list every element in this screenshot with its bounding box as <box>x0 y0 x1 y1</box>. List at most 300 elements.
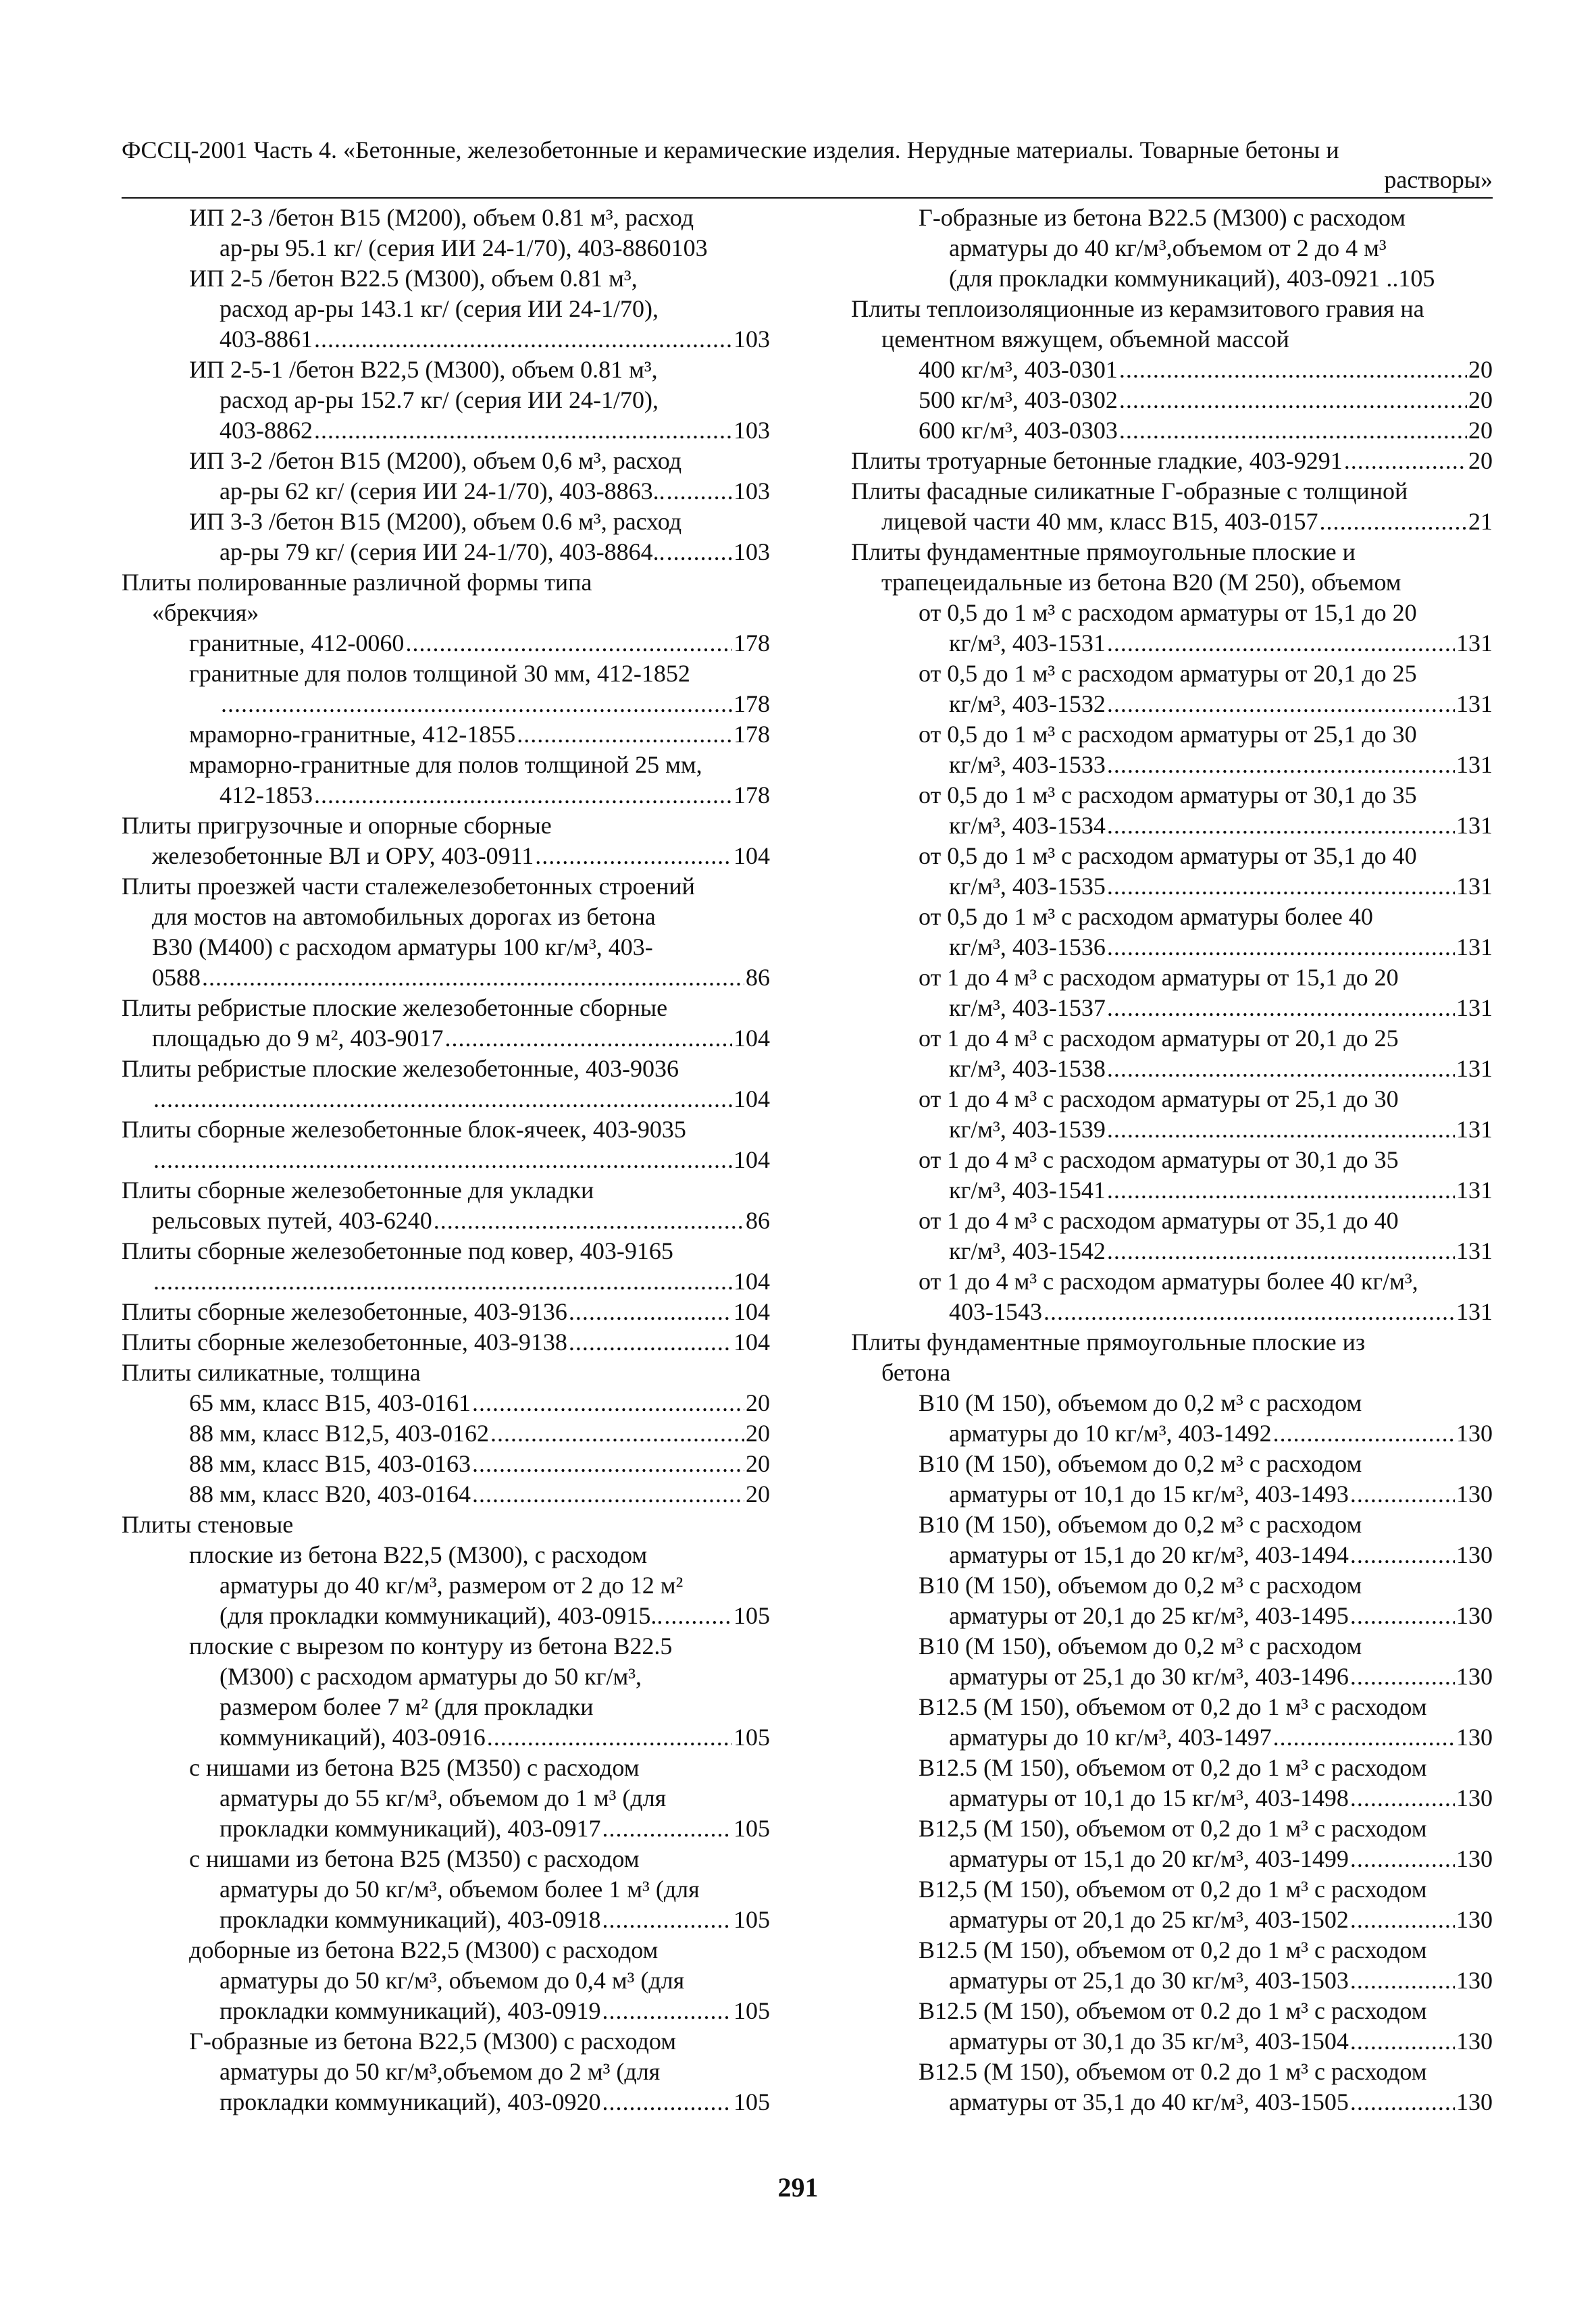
dot-leader <box>202 962 744 993</box>
index-entry-line <box>122 1570 770 1601</box>
index-entry <box>122 871 770 993</box>
dot-leader <box>1107 689 1455 719</box>
index-entry-text: Плиты сборные железобетонные, 403-9136 <box>122 1298 567 1325</box>
index-entry-line <box>851 1965 1493 1996</box>
index-entry-text: кг/м³, 403-1537 <box>949 994 1106 1021</box>
index-entry-line <box>851 507 1493 537</box>
dot-leader <box>1107 993 1455 1023</box>
index-entry-line <box>122 1023 770 1054</box>
index-entry-text: Плиты фундаментные прямоугольные плоские и <box>851 538 1356 565</box>
index-entry-text: 65 мм, класс В15, 403-0161 <box>189 1389 471 1416</box>
index-entry <box>851 1935 1493 1996</box>
index-entry-line <box>851 1783 1493 1814</box>
index-entry-text: ИП 3-2 /бетон В15 (М200), объем 0,6 м³, расход <box>189 447 682 474</box>
index-entry-text: арматуры до 50 кг/м³,объемом до 2 м³ (для <box>220 2058 661 2085</box>
index-entry-text: 88 мм, класс В20, 403-0164 <box>189 1481 471 1508</box>
index-entry <box>122 1327 770 1358</box>
index-entry <box>122 811 770 871</box>
index-entry <box>851 355 1493 385</box>
index-entry-line <box>851 1722 1493 1753</box>
index-entry-line <box>851 1905 1493 1935</box>
dot-leader <box>1107 1054 1455 1084</box>
index-entry-line <box>851 1327 1493 1358</box>
dot-leader <box>1273 1722 1455 1753</box>
index-entry <box>122 1449 770 1479</box>
index-entry <box>851 1996 1493 2057</box>
index-entry-line <box>122 355 770 385</box>
index-entry-line <box>851 2057 1493 2087</box>
dot-leader <box>1119 355 1467 385</box>
index-entry <box>851 780 1493 841</box>
dot-leader <box>1350 1662 1455 1692</box>
index-entry-text: прокладки коммуникаций), 403-0917 <box>220 1815 601 1842</box>
dot-leader <box>602 1814 732 1844</box>
index-entry <box>851 1692 1493 1753</box>
index-entry <box>122 1114 770 1175</box>
index-entry-text: В12.5 (М 150), объемом от 0.2 до 1 м³ с расходом <box>919 1997 1427 2024</box>
index-entry-line <box>122 750 770 780</box>
index-entry-text: В12.5 (М 150), объемом от 0.2 до 1 м³ с расходом <box>919 2058 1427 2085</box>
index-page-ref: 20 <box>746 1389 770 1416</box>
dot-leader <box>517 719 732 750</box>
dot-leader <box>1344 446 1467 476</box>
index-entry-text: Плиты сборные железобетонные, 403-9138 <box>122 1329 567 1356</box>
index-entry-text: 88 мм, класс В12,5, 403-0162 <box>189 1420 489 1447</box>
index-page-ref: 130 <box>1456 1845 1493 1872</box>
index-entry-text: кг/м³, 403-1534 <box>949 812 1106 839</box>
index-entry-text: с нишами из бетона В25 (М350) с расходом <box>189 1845 640 1872</box>
index-entry-text: арматуры до 10 кг/м³, 403-1492 <box>949 1420 1272 1447</box>
index-page-ref: 130 <box>1456 1541 1493 1568</box>
dot-leader <box>1320 507 1467 537</box>
index-entry-line <box>122 841 770 871</box>
index-entry-line <box>122 1844 770 1874</box>
index-entry-text: арматуры от 25,1 до 30 кг/м³, 403-1496 <box>949 1663 1349 1690</box>
index-entry <box>851 1874 1493 1935</box>
dot-leader <box>314 324 732 355</box>
index-entry <box>122 719 770 750</box>
index-entry <box>122 628 770 659</box>
index-entry-line <box>851 1479 1493 1510</box>
index-entry-line <box>851 1753 1493 1783</box>
index-entry <box>851 1327 1493 1388</box>
index-page-ref: 20 <box>746 1481 770 1508</box>
dot-leader <box>1350 1905 1455 1935</box>
index-entry-line <box>122 1358 770 1388</box>
index-entry-text: плоские с вырезом по контуру из бетона В22.5 <box>189 1632 673 1660</box>
index-entry-line <box>851 719 1493 750</box>
index-entry <box>851 415 1493 446</box>
dot-leader <box>602 1996 732 2026</box>
index-entry <box>851 1145 1493 1206</box>
dot-leader <box>1044 1297 1455 1327</box>
index-entry <box>851 962 1493 1023</box>
index-entry-text: кг/м³, 403-1535 <box>949 873 1106 900</box>
index-page-ref: 130 <box>1456 1663 1493 1690</box>
index-entry-text: кг/м³, 403-1532 <box>949 690 1106 717</box>
dot-leader <box>405 628 732 659</box>
index-entry-text: от 1 до 4 м³ с расходом арматуры от 15,1 до 20 <box>919 964 1399 991</box>
index-page-ref: 130 <box>1456 1784 1493 1811</box>
index-entry <box>851 719 1493 780</box>
index-entry <box>851 1206 1493 1266</box>
index-entry-line <box>851 1449 1493 1479</box>
index-column-right <box>851 203 1493 2117</box>
dot-leader <box>1107 1114 1455 1145</box>
index-entry-line <box>851 446 1493 476</box>
index-entry-text: 403-8862 <box>220 417 313 444</box>
dot-leader <box>569 1297 732 1327</box>
index-page-ref: 131 <box>1456 994 1493 1021</box>
index-entry-line <box>851 1662 1493 1692</box>
dot-leader <box>667 476 732 507</box>
dot-leader <box>1350 2087 1455 2117</box>
index-page-ref: 20 <box>1468 356 1493 383</box>
index-entry <box>122 355 770 446</box>
index-entry-text: от 0,5 до 1 м³ с расходом арматуры более 40 <box>919 903 1373 930</box>
index-entry <box>851 1510 1493 1570</box>
dot-leader <box>472 1479 744 1510</box>
index-page-ref: 131 <box>1456 1055 1493 1082</box>
index-entry-line <box>122 537 770 567</box>
index-entry-line <box>851 537 1493 567</box>
index-entry-text: ИП 2-5-1 /бетон В22,5 (М300), объем 0.81 м³, <box>189 356 658 383</box>
index-entry-text: арматуры до 50 кг/м³, объемом до 0,4 м³ (для <box>220 1967 685 1994</box>
index-entry-line <box>122 811 770 841</box>
index-entry <box>122 203 770 263</box>
index-entry-line <box>122 1905 770 1935</box>
index-entry-line <box>851 689 1493 719</box>
index-entry-line <box>122 780 770 811</box>
index-entry <box>122 446 770 507</box>
index-entry-line <box>122 1084 770 1114</box>
index-entry-text: В30 (М400) с расходом арматуры 100 кг/м³, 403- <box>152 933 653 960</box>
index-page-ref: 105 <box>733 1997 770 2024</box>
index-entry-line <box>851 1844 1493 1874</box>
index-entry-line <box>122 1145 770 1175</box>
index-entry-line <box>851 1297 1493 1327</box>
index-entry-line <box>122 689 770 719</box>
index-entry-line <box>122 1783 770 1814</box>
index-page-ref: 104 <box>733 1329 770 1356</box>
index-entry-line <box>122 1388 770 1418</box>
index-entry-text: от 0,5 до 1 м³ с расходом арматуры от 20,1 до 25 <box>919 660 1417 687</box>
index-entry-line <box>122 902 770 932</box>
index-entry-text: от 1 до 4 м³ с расходом арматуры от 20,1 до 25 <box>919 1025 1399 1052</box>
index-entry-line <box>851 1996 1493 2026</box>
index-entry <box>122 1388 770 1418</box>
index-entry-text: доборные из бетона В22,5 (М300) с расходом <box>189 1936 659 1963</box>
dot-leader <box>1107 811 1455 841</box>
index-entry-line <box>122 1601 770 1631</box>
index-entry-line <box>851 780 1493 811</box>
index-entry <box>122 1753 770 1844</box>
dot-leader <box>1107 932 1455 962</box>
index-page-ref: 105 <box>733 1906 770 1933</box>
index-entry-line <box>122 1935 770 1965</box>
index-entry-text: В10 (М 150), объемом до 0,2 м³ с расходом <box>919 1389 1362 1416</box>
index-entry-text: от 0,5 до 1 м³ с расходом арматуры от 35,1 до 40 <box>919 842 1417 869</box>
index-entry-text: кг/м³, 403-1536 <box>949 933 1106 960</box>
index-entry-line <box>851 1692 1493 1722</box>
index-entry-text: Г-образные из бетона В22,5 (М300) с расходом <box>189 2028 677 2055</box>
index-entry-text: Плиты сборные железобетонные блок-ячеек, 403-9035 <box>122 1116 686 1143</box>
index-page-ref: 178 <box>733 721 770 748</box>
index-entry <box>851 203 1493 294</box>
index-column-left <box>122 203 770 2117</box>
index-entry-text: 403-8861 <box>220 326 313 353</box>
dot-leader <box>1350 1601 1455 1631</box>
index-entry-text: лицевой части 40 мм, класс В15, 403-0157 <box>881 508 1318 535</box>
index-entry <box>851 1023 1493 1084</box>
index-entry-text: от 1 до 4 м³ с расходом арматуры более 40 кг/м³, <box>919 1268 1418 1295</box>
index-entry-text: В12,5 (М 150), объемом от 0,2 до 1 м³ с расходом <box>919 1815 1427 1842</box>
index-entry-text: кг/м³, 403-1538 <box>949 1055 1106 1082</box>
index-entry-line <box>851 1175 1493 1206</box>
index-entry-text: (М300) с расходом арматуры до 50 кг/м³, <box>220 1663 642 1690</box>
index-entry-text: ИП 2-3 /бетон В15 (М200), объем 0.81 м³, расход <box>189 204 694 231</box>
index-entry <box>851 841 1493 902</box>
dot-leader <box>602 2087 732 2117</box>
index-entry-line <box>851 811 1493 841</box>
index-entry <box>122 1418 770 1449</box>
index-entry-text: арматуры от 35,1 до 40 кг/м³, 403-1505 <box>949 2088 1349 2115</box>
index-entry <box>851 1388 1493 1449</box>
dot-leader <box>667 537 732 567</box>
index-entry-text: 400 кг/м³, 403-0301 <box>919 356 1118 383</box>
index-entry-text: арматуры до 50 кг/м³, объемом более 1 м³ (для <box>220 1876 700 1903</box>
index-entry-line <box>851 1874 1493 1905</box>
index-entry-line <box>851 993 1493 1023</box>
index-entry-line <box>122 1206 770 1236</box>
index-entry-text: 412-1853 <box>220 781 313 808</box>
dot-leader <box>1350 1479 1455 1510</box>
index-entry-line <box>851 1206 1493 1236</box>
index-entry-line <box>851 1114 1493 1145</box>
index-entry-text: ар-ры 95.1 кг/ (серия ИИ 24-1/70), 403-8860103 <box>220 234 708 261</box>
index-page-ref: 104 <box>733 1025 770 1052</box>
index-entry-line <box>851 1388 1493 1418</box>
index-entry-line <box>122 2057 770 2087</box>
index-entry <box>851 1084 1493 1145</box>
index-entry-text: от 1 до 4 м³ с расходом арматуры от 25,1 до 30 <box>919 1085 1399 1112</box>
dot-leader <box>1350 2026 1455 2057</box>
index-entry-text: арматуры до 55 кг/м³, объемом до 1 м³ (для <box>220 1784 667 1811</box>
index-entry-line <box>122 1996 770 2026</box>
index-entry <box>851 1266 1493 1327</box>
index-entry-text: гранитные, 412-0060 <box>189 629 405 657</box>
dot-leader <box>472 1388 744 1418</box>
index-entry <box>851 385 1493 415</box>
index-entry <box>122 1358 770 1388</box>
index-entry-text: Плиты ребристые плоские железобетонные, 403-9036 <box>122 1055 679 1082</box>
index-entry-line <box>851 1236 1493 1266</box>
index-page-ref: 20 <box>746 1420 770 1447</box>
index-entry-text: кг/м³, 403-1542 <box>949 1237 1106 1264</box>
index-page-ref: 130 <box>1456 2028 1493 2055</box>
index-entry-line <box>851 841 1493 871</box>
index-page-ref: 131 <box>1456 933 1493 960</box>
dot-leader <box>1273 1418 1455 1449</box>
index-entry-line <box>851 1540 1493 1570</box>
index-entry <box>122 1236 770 1297</box>
index-page-ref: 131 <box>1456 1298 1493 1325</box>
index-entry-text: гранитные для полов толщиной 30 мм, 412-1852 <box>189 660 690 687</box>
index-entry <box>122 1844 770 1935</box>
index-entry-text: ИП 3-3 /бетон В15 (М200), объем 0.6 м³, расход <box>189 508 682 535</box>
index-entry-text: плоские из бетона В22,5 (М300), с расходом <box>189 1541 648 1568</box>
index-entry-line <box>122 263 770 294</box>
index-entry-text: Плиты сборные железобетонные для укладки <box>122 1177 594 1204</box>
index-page-ref: 105 <box>733 1815 770 1842</box>
index-entry-text: арматуры от 20,1 до 25 кг/м³, 403-1502 <box>949 1906 1349 1933</box>
index-entry-line <box>122 1540 770 1570</box>
index-entry <box>122 263 770 355</box>
index-page-ref: 86 <box>746 1207 770 1234</box>
index-entry-line <box>851 1358 1493 1388</box>
index-entry-line <box>122 1175 770 1206</box>
index-entry-text: мраморно-гранитные для полов толщиной 25 мм, <box>189 751 702 778</box>
index-entry-line <box>122 446 770 476</box>
index-entry-text: В12,5 (М 150), объемом от 0,2 до 1 м³ с расходом <box>919 1876 1427 1903</box>
index-entry-text: арматуры от 20,1 до 25 кг/м³, 403-1495 <box>949 1602 1349 1629</box>
index-entry-line <box>851 1631 1493 1662</box>
dot-leader <box>314 415 732 446</box>
index-entry-text: железобетонные ВЛ и ОРУ, 403-0911 <box>152 842 534 869</box>
index-entry-text: В12.5 (М 150), объемом от 0,2 до 1 м³ с расходом <box>919 1693 1427 1720</box>
index-entry-line <box>122 1449 770 1479</box>
dot-leader <box>434 1206 744 1236</box>
index-page-ref: 131 <box>1456 873 1493 900</box>
index-page-ref: 86 <box>746 964 770 991</box>
header-title-continuation: растворы» <box>1384 166 1493 193</box>
index-entry-line <box>851 567 1493 598</box>
index-entry <box>851 1449 1493 1510</box>
dot-leader <box>1107 628 1455 659</box>
index-entry <box>122 1510 770 1540</box>
index-entry <box>851 476 1493 537</box>
index-entry-text: от 0,5 до 1 м³ с расходом арматуры от 15,1 до 20 <box>919 599 1417 626</box>
dot-leader <box>1350 1783 1455 1814</box>
index-entry <box>851 659 1493 719</box>
index-entry-text: Плиты тротуарные бетонные гладкие, 403-9291 <box>851 447 1343 474</box>
index-entry-text: Плиты полированные различной формы типа <box>122 569 592 596</box>
index-entry-text: Плиты теплоизоляционные из керамзитового гравия на <box>851 295 1424 322</box>
dot-leader <box>602 1905 732 1935</box>
index-page-ref: 20 <box>1468 447 1493 474</box>
index-entry-line <box>122 1054 770 1084</box>
index-entry-text: прокладки коммуникаций), 403-0920 <box>220 2088 601 2115</box>
dot-leader <box>1350 1844 1455 1874</box>
index-entry-text: Плиты фундаментные прямоугольные плоские из <box>851 1329 1366 1356</box>
index-entry-line <box>851 355 1493 385</box>
dot-leader <box>153 1266 732 1297</box>
index-entry-text: Плиты пригрузочные и опорные сборные <box>122 812 552 839</box>
index-page-ref: 130 <box>1456 1481 1493 1508</box>
index-entry-text: Плиты сборные железобетонные под ковер, 403-9165 <box>122 1237 673 1264</box>
index-entry <box>122 1935 770 2026</box>
index-entry <box>851 902 1493 962</box>
index-entry-line <box>122 2087 770 2117</box>
index-entry-line <box>122 567 770 598</box>
index-entry <box>122 1297 770 1327</box>
index-entry <box>122 567 770 628</box>
index-page-ref: 105 <box>733 2088 770 2115</box>
index-entry-text: В10 (М 150), объемом до 0,2 м³ с расходом <box>919 1572 1362 1599</box>
index-entry-text: ар-ры 79 кг/ (серия ИИ 24-1/70), 403-8864.. <box>220 538 665 565</box>
index-entry-line <box>122 324 770 355</box>
index-page-ref: 131 <box>1456 812 1493 839</box>
dot-leader <box>1107 750 1455 780</box>
index-entry-line <box>122 719 770 750</box>
index-page-ref: 103 <box>733 538 770 565</box>
index-entry-line <box>122 1114 770 1145</box>
index-entry-text: арматуры от 10,1 до 15 кг/м³, 403-1498 <box>949 1784 1349 1811</box>
index-page-ref: 178 <box>733 629 770 657</box>
index-page-ref: 20 <box>746 1450 770 1477</box>
index-entry-text: Плиты фасадные силикатные Г-образные с толщиной <box>851 478 1408 505</box>
index-entry-text: арматуры от 15,1 до 20 кг/м³, 403-1499 <box>949 1845 1349 1872</box>
index-page-ref: 103 <box>733 326 770 353</box>
index-page-ref: 130 <box>1456 1602 1493 1629</box>
index-entry <box>122 1175 770 1236</box>
index-entry-line <box>122 415 770 446</box>
header-rule <box>122 197 1493 199</box>
index-entry-text: площадью до 9 м², 403-9017 <box>152 1025 444 1052</box>
index-entry-line <box>851 1084 1493 1114</box>
index-entry-text: «брекчия» <box>152 599 259 626</box>
index-entry-line <box>851 628 1493 659</box>
index-page-ref: 130 <box>1456 1967 1493 1994</box>
index-entry-text: ар-ры 62 кг/ (серия ИИ 24-1/70), 403-8863.. <box>220 478 665 505</box>
index-entry-text: (для прокладки коммуникаций), 403-0915.. <box>220 1602 663 1629</box>
index-entry-line <box>851 1510 1493 1540</box>
index-entry <box>851 1570 1493 1631</box>
index-entry-line <box>122 507 770 537</box>
index-entry <box>851 598 1493 659</box>
dot-leader <box>221 689 732 719</box>
index-entry-line <box>851 659 1493 689</box>
index-entry-line <box>122 1236 770 1266</box>
index-entry-line <box>122 233 770 263</box>
page-number: 291 <box>777 2172 819 2203</box>
index-entry-line <box>122 1814 770 1844</box>
index-entry-line <box>122 1479 770 1510</box>
index-entry-text: арматуры до 10 кг/м³, 403-1497 <box>949 1724 1272 1751</box>
index-entry-text: арматуры от 10,1 до 15 кг/м³, 403-1493 <box>949 1481 1349 1508</box>
index-entry-line <box>851 1570 1493 1601</box>
dot-leader <box>314 780 732 811</box>
index-entry-line <box>122 1418 770 1449</box>
index-entry-text: В12.5 (М 150), объемом от 0,2 до 1 м³ с расходом <box>919 1936 1427 1963</box>
index-entry-line <box>122 476 770 507</box>
index-entry <box>851 446 1493 476</box>
index-page-ref: 130 <box>1456 1724 1493 1751</box>
index-entry <box>122 993 770 1054</box>
index-entry-text: от 0,5 до 1 м³ с расходом арматуры от 25,1 до 30 <box>919 721 1417 748</box>
index-page-ref: 178 <box>733 690 770 717</box>
index-entry-line <box>122 871 770 902</box>
index-entry-line <box>851 902 1493 932</box>
index-page-ref: 103 <box>733 478 770 505</box>
index-entry <box>851 1631 1493 1692</box>
index-entry-text: арматуры от 25,1 до 30 кг/м³, 403-1503 <box>949 1967 1349 1994</box>
index-entry-line <box>122 1510 770 1540</box>
index-entry-line <box>851 2087 1493 2117</box>
index-page-ref: 103 <box>733 417 770 444</box>
index-page-ref: 130 <box>1456 2088 1493 2115</box>
index-entry-text: Плиты стеновые <box>122 1511 294 1538</box>
